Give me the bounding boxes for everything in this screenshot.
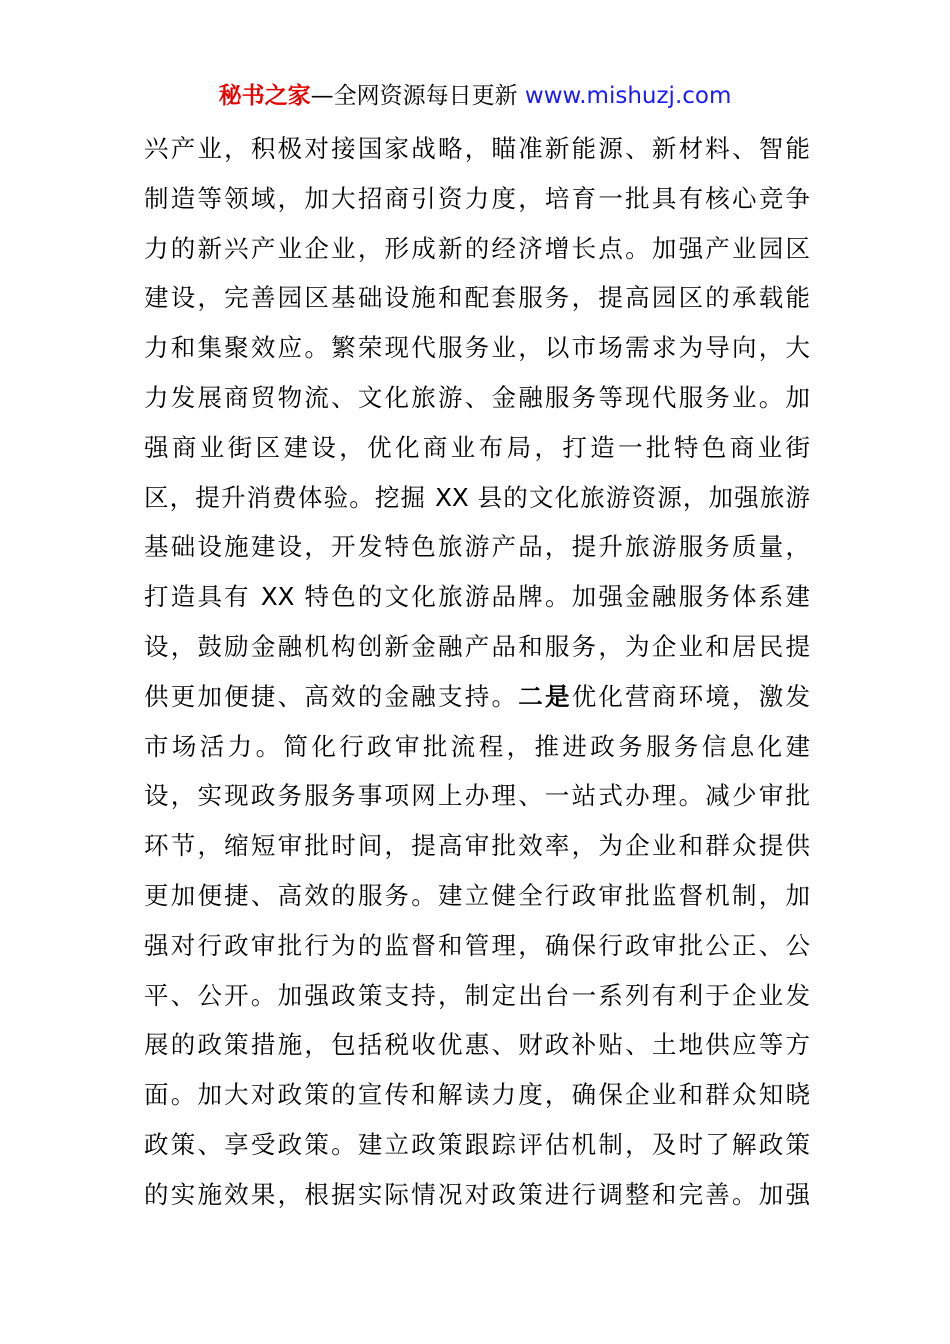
- text-line: 兴产业，积极对接国家战略，瞄准新能源、新材料、智能: [144, 134, 810, 163]
- text-line: 建设，完善园区基础设施和配套服务，提高园区的承载能: [144, 283, 810, 313]
- document-body: [144, 124, 810, 1220]
- text-line: 力的新兴产业企业，形成新的经济增长点。加强产业园区: [144, 233, 810, 263]
- text-line-with-bold: [144, 672, 810, 722]
- text-line: 面。加大对政策的宣传和解读力度，确保企业和群众知晓: [144, 1080, 810, 1110]
- text-line: 基础设施建设，开发特色旅游产品，提升旅游服务质量，: [144, 532, 810, 562]
- bold-keyword: 二是: [518, 681, 572, 711]
- text-line: 市场活力。简化行政审批流程，推进政务服务信息化建: [144, 731, 810, 761]
- text-line: 制造等领域，加大招商引资力度，培育一批具有核心竞争: [144, 183, 810, 213]
- text-line: 展的政策措施，包括税收优惠、财政补贴、土地供应等方: [144, 1030, 810, 1060]
- page-header: [0, 78, 950, 114]
- text-line: 的实施效果，根据实际情况对政策进行调整和完善。加强: [144, 1179, 810, 1209]
- text-line: 力发展商贸物流、文化旅游、金融服务等现代服务业。加: [144, 382, 810, 412]
- text-line: 平、公开。加强政策支持，制定出台一系列有利于企业发: [144, 980, 810, 1010]
- site-url-link[interactable]: www.mishuzj.com: [524, 83, 732, 109]
- text-line: 设，实现政务服务事项网上办理、一站式办理。减少审批: [144, 781, 810, 811]
- text-line: 打造具有 XX 特色的文化旅游品牌。加强金融服务体系建: [144, 582, 810, 612]
- text-line: 力和集聚效应。繁荣现代服务业，以市场需求为导向，大: [144, 333, 810, 363]
- text-segment: 供更加便捷、高效的金融支持。: [144, 681, 519, 711]
- text-line: 政策、享受政策。建立政策跟踪评估机制，及时了解政策: [144, 1129, 810, 1159]
- text-line: 环节，缩短审批时间，提高审批效率，为企业和群众提供: [144, 831, 810, 861]
- site-tagline: —全网资源每日更新: [310, 83, 525, 109]
- text-line: 强对行政审批行为的监督和管理，确保行政审批公正、公: [144, 930, 810, 960]
- site-brand: 秘书之家: [218, 83, 311, 109]
- text-line: 强商业街区建设，优化商业布局，打造一批特色商业街: [144, 432, 810, 462]
- text-line: 设，鼓励金融机构创新金融产品和服务，为企业和居民提: [144, 631, 810, 661]
- text-line: 更加便捷、高效的服务。建立健全行政审批监督机制，加: [144, 880, 810, 910]
- text-line: 区，提升消费体验。挖掘 XX 县的文化旅游资源，加强旅游: [144, 482, 810, 512]
- text-segment: 优化营商环境，激发: [571, 681, 810, 711]
